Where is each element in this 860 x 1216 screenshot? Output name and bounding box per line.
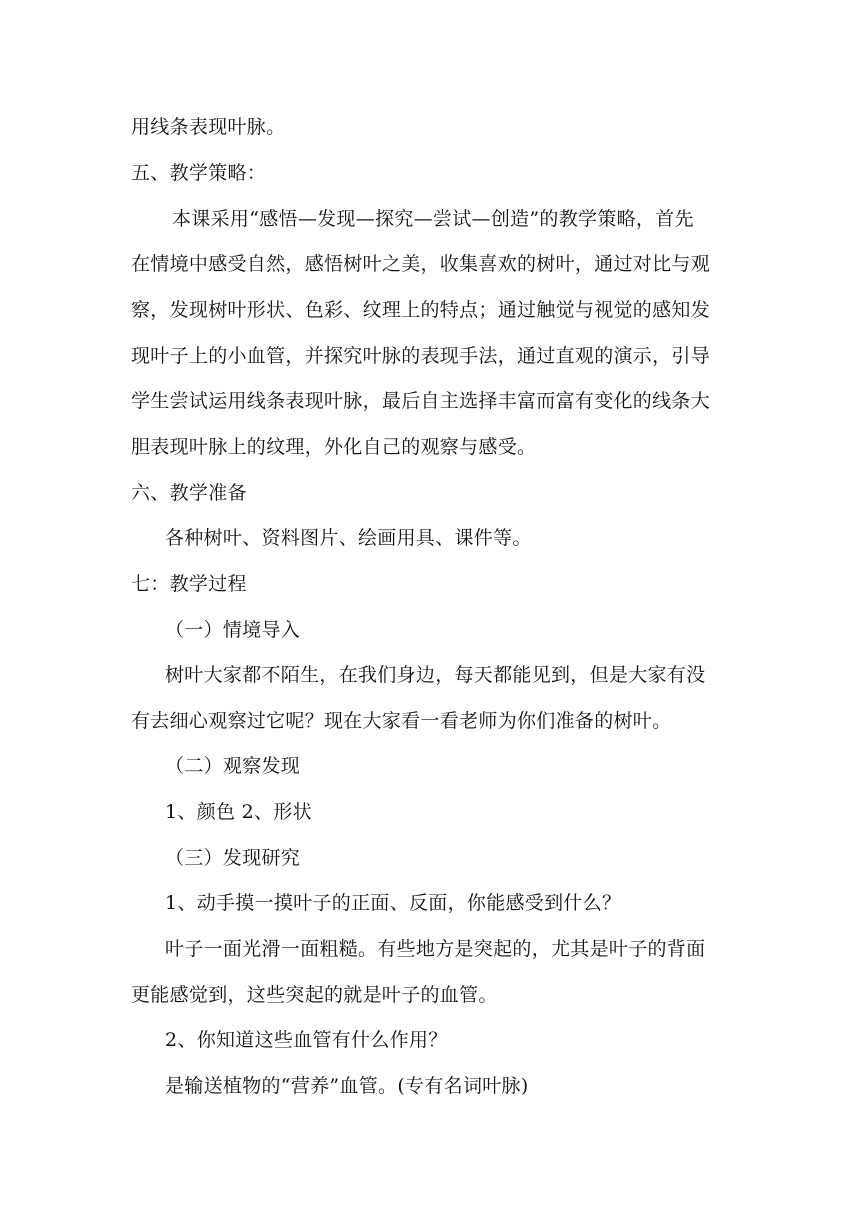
text-line: 树叶大家都不陌生，在我们身边，每天都能见到，但是大家有没	[165, 664, 706, 686]
text-line: 本课采用“感悟—发现—探究—尝试—创造”的教学策略，首先	[172, 208, 694, 230]
text-line: 有去细心观察过它呢？现在大家看一看老师为你们准备的树叶。	[131, 710, 672, 732]
subsection-heading: （一）情境导入	[165, 619, 301, 641]
subsection-heading: （二）观察发现	[165, 755, 301, 777]
text-line: 各种树叶、资料图片、绘画用具、课件等。	[165, 527, 532, 549]
text-line: 1、颜色 2、形状	[165, 801, 312, 823]
text-line: 是输送植物的“营养”血管。(专有名词叶脉)	[165, 1075, 529, 1097]
text-line: 察，发现树叶形状、色彩、纹理上的特点；通过触觉与视觉的感知发	[131, 299, 711, 321]
text-line: 在情境中感受自然，感悟树叶之美，收集喜欢的树叶，通过对比与观	[131, 253, 711, 275]
subsection-heading: （三）发现研究	[165, 847, 301, 869]
section-heading: 五、教学策略：	[131, 162, 267, 184]
text-line: 现叶子上的小血管，并探究叶脉的表现手法，通过直观的演示，引导	[131, 345, 711, 367]
text-line: 2、你知道这些血管有什么作用？	[165, 1029, 448, 1051]
text-line: 叶子一面光滑一面粗糙。有些地方是突起的，尤其是叶子的背面	[165, 938, 706, 960]
text-line: 胆表现叶脉上的纹理，外化自己的观察与感受。	[131, 436, 537, 458]
text-line: 更能感觉到，这些突起的就是叶子的血管。	[131, 984, 498, 1006]
section-heading: 六、教学准备	[131, 482, 247, 504]
section-heading: 七：教学过程	[131, 573, 247, 595]
text-line: 学生尝试运用线条表现叶脉，最后自主选择丰富而富有变化的线条大	[131, 390, 711, 412]
text-line: 1、动手摸一摸叶子的正面、反面，你能感受到什么？	[165, 892, 622, 914]
text-line: 用线条表现叶脉。	[131, 116, 286, 138]
